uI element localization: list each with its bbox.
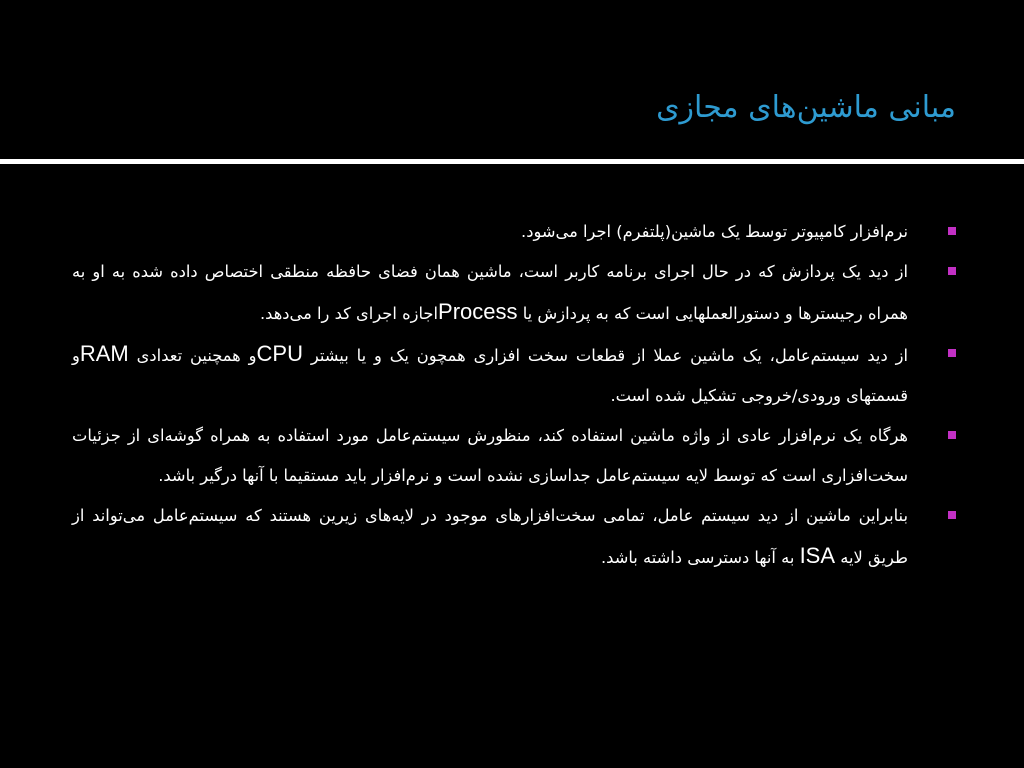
term-ram: RAM	[79, 341, 129, 366]
bullet-text: هرگاه یک نرم‌افزار عادی از واژه ماشین استفاده کند، منظورش سیستم‌عامل مورد استفاده به همراه گوشه‌ای از جزئیات سخت‌افزاری است که توسط لایه سیستم‌عامل جداسازی نشده است و نرم‌افزار باید مستقیما با آنها درگیر باشد.	[72, 426, 909, 485]
bullet-item-3	[72, 334, 934, 416]
bullet-list	[72, 212, 934, 578]
bullet-text: بنابراین ماشین از دید سیستم عامل، تمامی سخت‌افزارهای موجود در لایه‌های زیرین هستند که سیستم‌عامل می‌تواند از طریق لایه ISA به آنها دسترسی داشته باشد.	[72, 506, 908, 568]
square-bullet-icon	[948, 511, 956, 519]
square-bullet-icon	[948, 227, 956, 235]
term-isa: ISA	[799, 543, 836, 568]
title-divider	[0, 159, 1024, 164]
square-bullet-icon	[948, 349, 956, 357]
square-bullet-icon	[948, 267, 956, 275]
slide-content	[72, 212, 934, 578]
bullet-text: از دید سیستم‌عامل، یک ماشین عملا از قطعات سخت افزاری همچون یک و یا بیشتر CPUو همچنین تعدادی RAMو قسمتهای ورودی/خروجی تشکیل شده است.	[72, 341, 908, 405]
term-process: Process	[438, 299, 518, 324]
term-cpu: CPU	[256, 341, 303, 366]
bullet-item-5	[72, 496, 934, 578]
bullet-item-2	[72, 252, 934, 334]
bullet-text: از دید یک پردازش که در حال اجرای برنامه کاربر است، ماشین همان فضای حافظه منطقی اختصاص داده شده به او به همراه رجیسترها و دستورالعملهایی است که به پردازش یا Processاجازه اجرای کد را می‌دهد.	[72, 262, 908, 324]
square-bullet-icon	[948, 431, 956, 439]
bullet-item-1	[72, 212, 934, 252]
bullet-text: نرم‌افزار کامپیوتر توسط یک ماشین(پلتفرم) اجرا می‌شود.	[521, 222, 908, 241]
bullet-item-4	[72, 416, 934, 496]
slide-title: مبانی ماشین‌های مجازی	[656, 90, 956, 125]
